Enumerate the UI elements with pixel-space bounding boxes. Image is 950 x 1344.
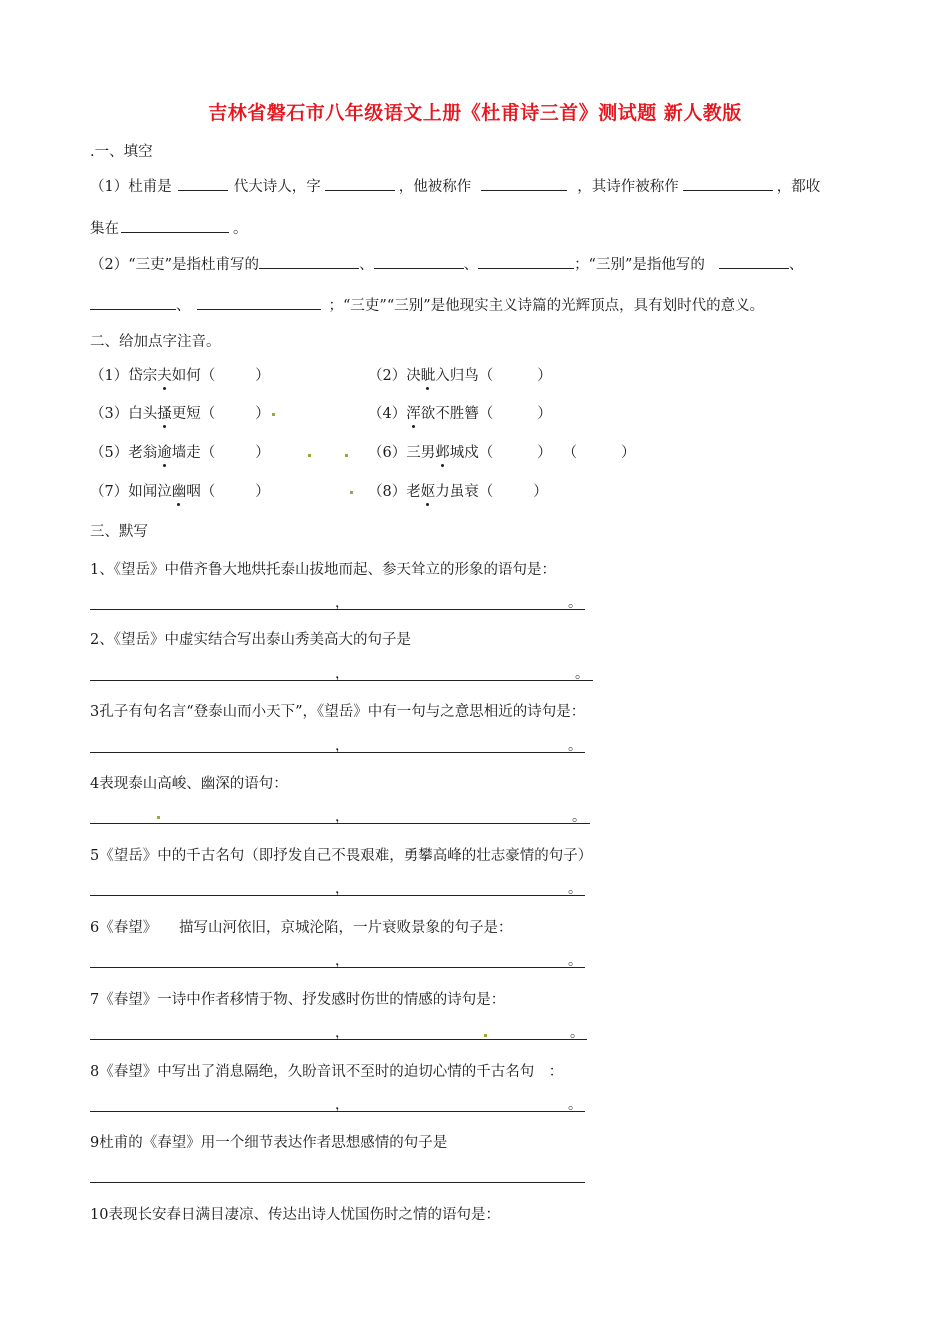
q2-blank-2[interactable] bbox=[374, 254, 464, 269]
item-text: （5）老翁 bbox=[90, 445, 158, 461]
answer-line-2[interactable] bbox=[90, 661, 595, 681]
q1-text-g: 。 bbox=[233, 221, 248, 237]
dotted-char: 幽 bbox=[171, 484, 187, 500]
item-close: ） bbox=[537, 406, 552, 422]
item-text: （2）决 bbox=[368, 368, 421, 384]
fill-q1-line1 bbox=[90, 175, 820, 196]
dotted-char: 搔 bbox=[157, 406, 172, 422]
recite-q1: 1、《望岳》中借齐鲁大地烘托泰山拔地而起、参天耸立的形象的语句是： bbox=[90, 562, 556, 578]
answer-period: 。 bbox=[572, 809, 586, 825]
answer-line-9[interactable] bbox=[90, 1163, 590, 1183]
answer-comma: ， bbox=[335, 595, 349, 611]
item-close: ） bbox=[255, 445, 270, 461]
fill-q2-line1 bbox=[90, 253, 803, 274]
item-text: 力虽衰（ bbox=[435, 484, 494, 500]
document-title: 吉林省磐石市八年级语文上册《杜甫诗三首》测试题 新人教版 bbox=[208, 102, 742, 124]
q1-text-d: ，其诗作被称作 bbox=[577, 179, 679, 195]
answer-period: 。 bbox=[575, 666, 589, 682]
answer-line-1[interactable] bbox=[90, 590, 590, 610]
item-extra-close: ） bbox=[620, 445, 636, 461]
dotted-char: 邺 bbox=[435, 445, 450, 461]
answer-comma: ， bbox=[335, 738, 349, 754]
scan-speck bbox=[157, 816, 160, 819]
q1-blank-2[interactable] bbox=[325, 176, 395, 191]
pinyin-item-8 bbox=[368, 480, 548, 501]
q1-text-a: （1）杜甫是 bbox=[90, 179, 172, 195]
section1-heading: .一、填空 bbox=[90, 144, 153, 160]
pinyin-item-6 bbox=[368, 441, 635, 462]
dotted-char: 浑 bbox=[406, 406, 421, 422]
pinyin-item-4 bbox=[368, 402, 552, 423]
recite-q8: 8《春望》中写出了消息隔绝，久盼音讯不至时的迫切心情的千古名句 ： bbox=[90, 1064, 564, 1080]
q2-text-b: ；“三别”是指他写的 bbox=[574, 257, 705, 273]
item-text: 咽（ bbox=[186, 484, 216, 500]
answer-comma: ， bbox=[335, 1025, 349, 1041]
q2-text-a: （2）“三吏”是指杜甫写的 bbox=[90, 257, 260, 273]
q2-blank-3[interactable] bbox=[478, 254, 574, 269]
q1-text-c: ，他被称作 bbox=[398, 179, 472, 195]
scan-speck bbox=[308, 454, 311, 457]
answer-period: 。 bbox=[568, 738, 582, 754]
q2-sep-1: 、 bbox=[359, 257, 374, 273]
answer-period: 。 bbox=[568, 1097, 582, 1113]
item-close: ） bbox=[255, 406, 270, 422]
item-extra-open: （ bbox=[569, 445, 577, 461]
answer-comma: ， bbox=[335, 1097, 349, 1113]
item-close: ） bbox=[533, 484, 548, 500]
answer-period: 。 bbox=[568, 953, 582, 969]
dotted-char: 夫 bbox=[157, 368, 172, 384]
answer-comma: ， bbox=[335, 809, 349, 825]
q2-blank-1[interactable] bbox=[259, 254, 359, 269]
item-close: ） bbox=[537, 368, 552, 384]
dotted-char: 眦 bbox=[420, 368, 436, 384]
answer-period: 。 bbox=[568, 595, 582, 611]
answer-comma: ， bbox=[335, 953, 349, 969]
item-text: 城戍（ bbox=[449, 445, 494, 461]
item-text: 欲不胜簪（ bbox=[420, 406, 494, 422]
pinyin-item-2 bbox=[368, 364, 552, 385]
answer-comma: ， bbox=[335, 881, 349, 897]
q1-blank-5[interactable] bbox=[121, 218, 229, 233]
recite-q2: 2、《望岳》中虚实结合写出泰山秀美高大的句子是 bbox=[90, 632, 411, 648]
q1-blank-3[interactable] bbox=[481, 176, 567, 191]
scan-speck bbox=[272, 413, 275, 416]
answer-line-7[interactable] bbox=[90, 1020, 590, 1040]
pinyin-item-3 bbox=[90, 402, 270, 423]
answer-period: 。 bbox=[568, 881, 582, 897]
recite-q6: 6《春望》 描写山河依旧，京城沦陷，一片衰败景象的句子是： bbox=[90, 920, 513, 936]
item-close: ） bbox=[537, 445, 552, 461]
q2-blank-4[interactable] bbox=[719, 254, 789, 269]
scan-speck bbox=[484, 1034, 487, 1037]
item-text: 墙走（ bbox=[171, 445, 216, 461]
recite-q3: 3孔子有句名言“登泰山而小天下”，《望岳》中有一句与之意思相近的诗句是： bbox=[90, 704, 586, 720]
item-text: （1）岱宗 bbox=[90, 368, 158, 384]
q2-sep-2: 、 bbox=[463, 257, 479, 273]
item-text: （3）白头 bbox=[90, 406, 158, 422]
q1-text-e: ，都收 bbox=[776, 179, 821, 195]
answer-line-4[interactable] bbox=[90, 804, 595, 824]
q1-text-f: 集在 bbox=[90, 221, 119, 237]
pinyin-item-5 bbox=[90, 441, 270, 462]
item-text: （7）如闻泣 bbox=[90, 484, 172, 500]
section2-heading: 二、给加点字注音。 bbox=[90, 334, 221, 350]
item-text: （6）三男 bbox=[368, 445, 436, 461]
pinyin-item-1 bbox=[90, 364, 270, 385]
q1-blank-4[interactable] bbox=[683, 176, 773, 191]
recite-q4: 4表现泰山高峻、幽深的语句： bbox=[90, 776, 288, 792]
answer-period: 。 bbox=[570, 1025, 584, 1041]
recite-q10: 10表现长安春日满目凄凉、传达出诗人忧国伤时之情的语句是： bbox=[90, 1207, 500, 1223]
dotted-char: 逾 bbox=[157, 445, 172, 461]
q2-sep-3: 、 bbox=[788, 257, 804, 273]
fill-q2-line2 bbox=[90, 294, 764, 315]
item-text: 入归鸟（ bbox=[435, 368, 494, 384]
answer-line-3[interactable] bbox=[90, 733, 590, 753]
dotted-char: 妪 bbox=[420, 484, 436, 500]
q1-blank-1[interactable] bbox=[178, 176, 228, 191]
item-close: ） bbox=[255, 368, 270, 384]
q1-text-b: 代大诗人，字 bbox=[233, 179, 321, 195]
answer-comma: ， bbox=[335, 666, 349, 682]
item-close: ） bbox=[255, 484, 270, 500]
recite-q9: 9杜甫的《春望》用一个细节表达作者思想感情的句子是 bbox=[90, 1135, 448, 1151]
recite-q5: 5《望岳》中的千古名句（即抒发自己不畏艰难，勇攀高峰的壮志豪情的句子） bbox=[90, 848, 593, 864]
item-text: 如何（ bbox=[171, 368, 216, 384]
scan-speck bbox=[345, 454, 348, 457]
item-text: （8）老 bbox=[368, 484, 421, 500]
q2-blank-5[interactable] bbox=[90, 295, 176, 310]
fill-q1-line2 bbox=[90, 217, 248, 238]
answer-line-5[interactable] bbox=[90, 876, 590, 896]
section3-heading: 三、默写 bbox=[90, 524, 148, 540]
answer-line-8[interactable] bbox=[90, 1092, 590, 1112]
q2-blank-6[interactable] bbox=[197, 295, 321, 310]
recite-q7: 7《春望》一诗中作者移情于物、抒发感时伤世的情感的诗句是： bbox=[90, 992, 506, 1008]
answer-line-6[interactable] bbox=[90, 948, 590, 968]
pinyin-item-7 bbox=[90, 480, 270, 501]
q2-text-c: ；“三吏”“三别”是他现实主义诗篇的光辉顶点，具有划时代的意义。 bbox=[328, 298, 765, 314]
scan-speck bbox=[350, 491, 353, 494]
item-text: 更短（ bbox=[171, 406, 216, 422]
q2-sep-4: 、 bbox=[176, 298, 191, 314]
item-text: （4） bbox=[368, 406, 407, 422]
